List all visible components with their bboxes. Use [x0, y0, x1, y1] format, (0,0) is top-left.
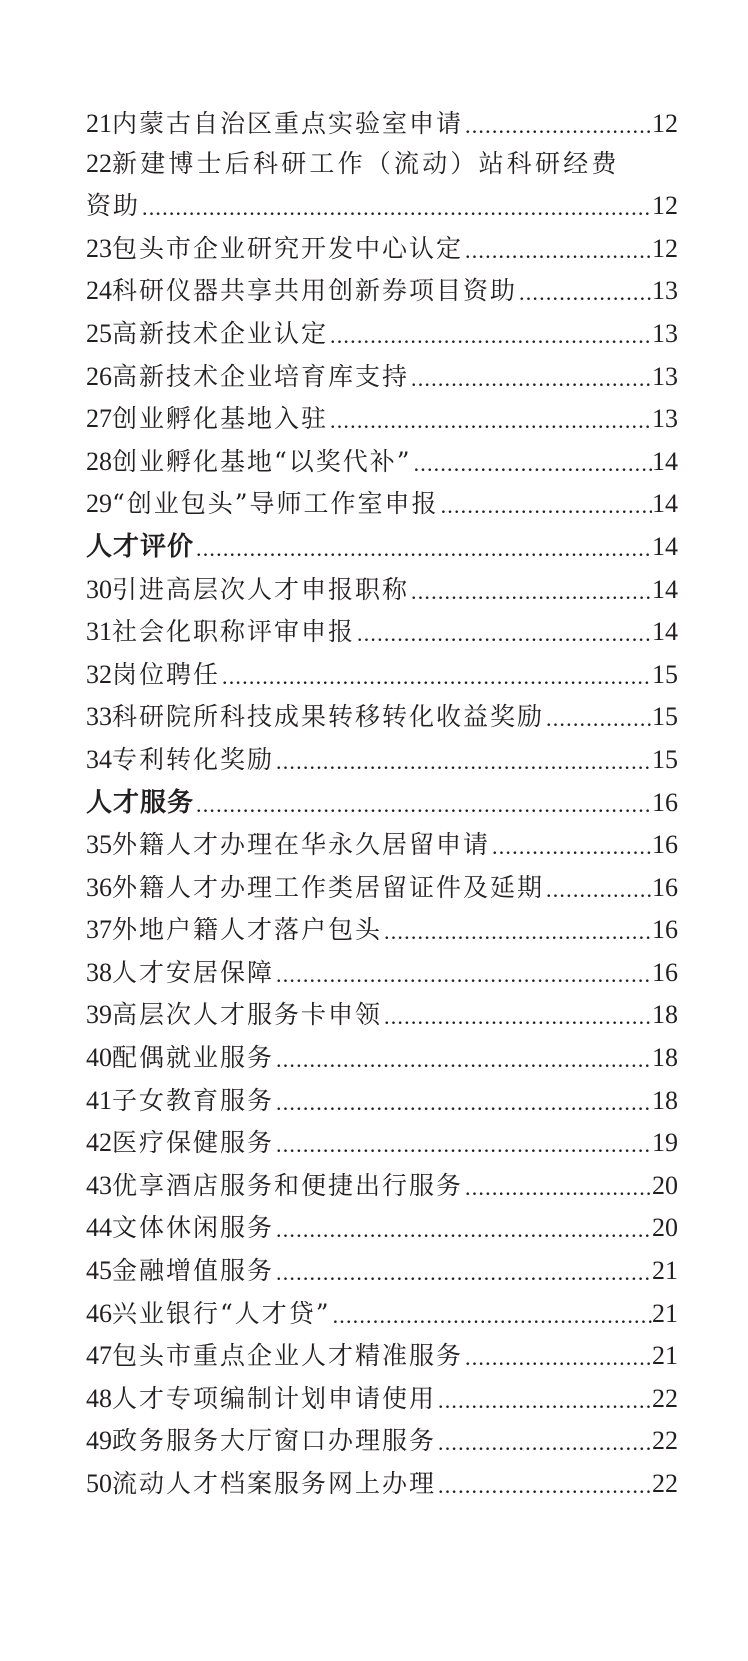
entry-page-number: 18	[652, 1085, 678, 1115]
entry-number: 25	[86, 318, 112, 348]
dot-leader	[463, 234, 652, 264]
entry-number: 32	[86, 659, 112, 689]
entry-title: 科研院所科技成果转移转化收益奖励	[112, 702, 545, 732]
entry-title: 科研仪器共享共用创新券项目资助	[112, 276, 518, 306]
toc-entry-49	[86, 1414, 678, 1457]
dot-leader	[140, 191, 652, 221]
dot-leader	[382, 1000, 652, 1030]
dot-leader	[463, 109, 652, 139]
entry-title: 包头市企业研究开发中心认定	[112, 233, 464, 263]
entry-page-number: 12	[652, 233, 678, 263]
entry-page-number: 15	[652, 744, 678, 774]
entry-page-number: 22	[652, 1469, 678, 1498]
toc-entry-48	[86, 1371, 678, 1414]
toc-entry-27	[86, 392, 678, 435]
entry-number: 30	[86, 574, 112, 604]
entry-title: 文体休闲服务	[112, 1213, 275, 1243]
entry-number: 29	[86, 489, 112, 519]
entry-number: 31	[86, 617, 112, 647]
entry-number: 24	[86, 276, 112, 306]
toc-entry-22-continued	[86, 179, 678, 222]
entry-page-number: 16	[652, 957, 678, 987]
toc-entry-32	[86, 647, 678, 690]
entry-title: 兴业银行“人才贷”	[112, 1298, 331, 1328]
dot-leader	[194, 532, 652, 562]
entry-title: 内蒙古自治区重点实验室申请	[112, 108, 464, 138]
dot-leader	[436, 1469, 652, 1499]
entry-number: 44	[86, 1213, 112, 1243]
entry-number: 34	[86, 744, 112, 774]
table-of-contents	[86, 96, 678, 1499]
entry-title: 流动人才档案服务网上办理	[112, 1469, 437, 1498]
entry-page-number: 14	[652, 489, 678, 519]
entry-page-number: 19	[652, 1128, 678, 1158]
entry-title: 包头市重点企业人才精准服务	[112, 1341, 464, 1371]
entry-number: 23	[86, 233, 112, 263]
entry-number: 22	[86, 148, 112, 178]
entry-number: 48	[86, 1383, 112, 1413]
entry-page-number: 15	[652, 659, 678, 689]
entry-title: 创业孵化基地“以奖代补”	[112, 446, 412, 476]
toc-entry-47	[86, 1329, 678, 1372]
toc-entry-43	[86, 1158, 678, 1201]
toc-entry-46	[86, 1286, 678, 1329]
dot-leader	[409, 362, 652, 392]
toc-entry-28	[86, 434, 678, 477]
entry-number: 27	[86, 404, 112, 434]
dot-leader	[331, 1299, 652, 1329]
toc-entry-40	[86, 1030, 678, 1073]
toc-entry-37	[86, 903, 678, 946]
dot-leader	[439, 489, 652, 519]
entry-number: 39	[86, 1000, 112, 1030]
dot-leader	[544, 873, 652, 903]
entry-title: 高层次人才服务卡申领	[112, 1000, 383, 1030]
toc-entry-21	[86, 96, 678, 139]
entry-title: 配偶就业服务	[112, 1043, 275, 1073]
section-page-number: 14	[652, 531, 678, 561]
entry-title: 政务服务大厅窗口办理服务	[112, 1426, 437, 1456]
entry-page-number: 21	[652, 1298, 678, 1328]
entry-number: 49	[86, 1426, 112, 1456]
entry-number: 38	[86, 957, 112, 987]
dot-leader	[328, 404, 652, 434]
toc-entry-29	[86, 477, 678, 520]
toc-entry-24	[86, 264, 678, 307]
section-title: 人才服务	[86, 787, 195, 818]
entry-page-number: 15	[652, 702, 678, 732]
entry-number: 37	[86, 915, 112, 945]
toc-entry-34	[86, 732, 678, 775]
entry-page-number: 20	[652, 1213, 678, 1243]
dot-leader	[220, 660, 652, 690]
dot-leader	[274, 1043, 652, 1073]
entry-number: 45	[86, 1256, 112, 1286]
entry-title: 高新技术企业认定	[112, 318, 329, 348]
entry-page-number: 14	[652, 446, 678, 476]
entry-title: 外地户籍人才落户包头	[112, 915, 383, 945]
dot-leader	[274, 1086, 652, 1116]
entry-page-number: 16	[652, 830, 678, 860]
entry-title: 引进高层次人才申报职称	[112, 574, 410, 604]
entry-title: 高新技术企业培育库支持	[112, 361, 410, 391]
entry-number: 46	[86, 1298, 112, 1328]
dot-leader	[409, 575, 652, 605]
entry-number: 42	[86, 1128, 112, 1158]
entry-title: 医疗保健服务	[112, 1128, 275, 1158]
entry-number: 47	[86, 1341, 112, 1371]
entry-title: 子女教育服务	[112, 1085, 275, 1115]
entry-title: 岗位聘任	[112, 659, 221, 689]
toc-entry-26	[86, 349, 678, 392]
entry-number: 21	[86, 108, 112, 138]
dot-leader	[463, 1171, 652, 1201]
toc-entry-41	[86, 1073, 678, 1116]
dot-leader	[490, 830, 652, 860]
entry-title: 金融增值服务	[112, 1256, 275, 1286]
dot-leader	[412, 447, 652, 477]
entry-title: 专利转化奖励	[112, 744, 275, 774]
entry-title: “创业包头”导师工作室申报	[112, 489, 439, 519]
entry-title: 人才专项编制计划申请使用	[112, 1383, 437, 1413]
dot-leader	[274, 958, 652, 988]
entry-page-number: 14	[652, 617, 678, 647]
dot-leader	[544, 702, 652, 732]
entry-title: 外籍人才办理工作类居留证件及延期	[112, 872, 545, 902]
toc-entry-30	[86, 562, 678, 605]
dot-leader	[463, 1341, 652, 1371]
toc-entry-45	[86, 1243, 678, 1286]
dot-leader	[274, 745, 652, 775]
entry-page-number: 21	[652, 1256, 678, 1286]
toc-entry-22	[86, 139, 678, 179]
toc-entry-39	[86, 988, 678, 1031]
entry-title: 新建博士后科研工作（流动）站科研经费	[112, 148, 620, 178]
dot-leader	[274, 1128, 652, 1158]
dot-leader	[382, 915, 652, 945]
toc-entry-35	[86, 818, 678, 861]
entry-title: 社会化职称评审申报	[112, 617, 356, 647]
entry-page-number: 16	[652, 915, 678, 945]
toc-section-talent-evaluation	[86, 519, 678, 562]
entry-page-number: 13	[652, 361, 678, 391]
dot-leader	[436, 1426, 652, 1456]
toc-entry-31	[86, 605, 678, 648]
entry-title-continued: 资助	[86, 191, 141, 221]
entry-number: 40	[86, 1043, 112, 1073]
entry-page-number: 13	[652, 404, 678, 434]
entry-page-number: 13	[652, 318, 678, 348]
toc-entry-23	[86, 221, 678, 264]
entry-page-number: 20	[652, 1170, 678, 1200]
entry-page-number: 14	[652, 574, 678, 604]
entry-title: 人才安居保障	[112, 957, 275, 987]
entry-number: 35	[86, 830, 112, 860]
entry-number: 33	[86, 702, 112, 732]
toc-entry-50	[86, 1456, 678, 1499]
entry-page-number: 12	[652, 108, 678, 138]
entry-page-number: 13	[652, 276, 678, 306]
toc-entry-25	[86, 306, 678, 349]
entry-page-number: 16	[652, 872, 678, 902]
toc-entry-33	[86, 690, 678, 733]
entry-page-number: 21	[652, 1341, 678, 1371]
section-page-number: 16	[652, 787, 678, 817]
entry-title: 外籍人才办理在华永久居留申请	[112, 830, 491, 860]
dot-leader	[517, 276, 652, 306]
entry-page-number: 18	[652, 1000, 678, 1030]
toc-entry-44	[86, 1201, 678, 1244]
entry-page-number: 18	[652, 1043, 678, 1073]
entry-page-number: 22	[652, 1383, 678, 1413]
entry-number: 28	[86, 446, 112, 476]
toc-entry-38	[86, 945, 678, 988]
toc-section-talent-service	[86, 775, 678, 818]
entry-number: 41	[86, 1085, 112, 1115]
toc-entry-36	[86, 860, 678, 903]
section-title: 人才评价	[86, 531, 195, 562]
entry-number: 36	[86, 872, 112, 902]
entry-number: 43	[86, 1170, 112, 1200]
dot-leader	[328, 319, 652, 349]
dot-leader	[274, 1213, 652, 1243]
entry-page-number: 22	[652, 1426, 678, 1456]
dot-leader	[355, 617, 652, 647]
entry-number: 26	[86, 361, 112, 391]
dot-leader	[436, 1384, 652, 1414]
toc-entry-42	[86, 1116, 678, 1159]
entry-page-number: 12	[652, 191, 678, 221]
dot-leader	[274, 1256, 652, 1286]
entry-title: 创业孵化基地入驻	[112, 404, 329, 434]
dot-leader	[194, 788, 652, 818]
entry-number: 50	[86, 1469, 112, 1498]
entry-title: 优享酒店服务和便捷出行服务	[112, 1170, 464, 1200]
